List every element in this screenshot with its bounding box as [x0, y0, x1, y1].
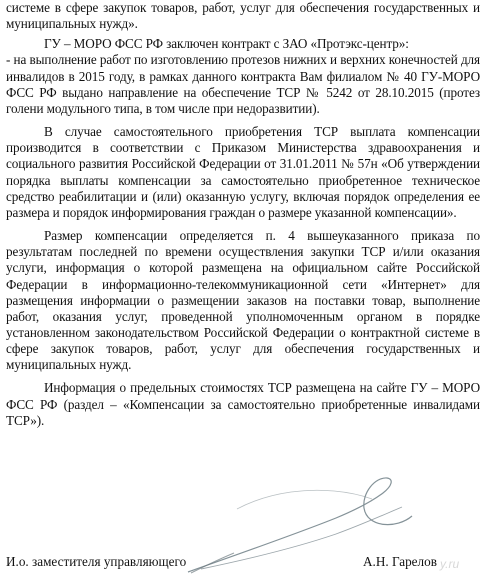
watermark-text: y.ru [440, 557, 460, 571]
paragraph-price-info: Информация о предельных стоимостях ТСР размещена на сайте ГУ – МОРО ФСС РФ (раздел – «Компенсации за самостоятельно приобретенные инвалидами ТСР»). [6, 380, 480, 428]
signature-name: А.Н. Гарелов [363, 554, 437, 569]
letter-body [6, 0, 480, 429]
paragraph-contract-details: - на выполнение работ по изготовлению протезов нижних и верхних конечностей для инвалидов в 2015 году, в рамках данного контракта Вам филиалом № 40 ГУ-МОРО ФСС РФ выдано направление на обеспечение ТСР № 5242 от 28.10.2015 (протез голени модульного типа, в том числе при недоразвитии). [6, 52, 480, 116]
signature-position: И.о. заместителя управляющего [6, 554, 187, 569]
paragraph-contract: ГУ – МОРО ФСС РФ заключен контракт с ЗАО «Протэкс-центр»: [44, 36, 409, 52]
paragraph-continuation: системе в сфере закупок товаров, работ, услуг для обеспечения государственных и муниципальных нужд». [6, 0, 480, 32]
paragraph-compensation-size: Размер компенсации определяется п. 4 вышеуказанного приказа по результатам последней по времени осуществления закупки ТСР и/или оказания услуги, информация о которой размещена на официальном сайте Российской Федерации в информационно-телекоммуникационной сети «Интернет» для размещения информации о размещении заказов на поставки товар, выполнение работ, оказания услуг, проведенной уполномоченным органом в порядке установленном законодательством Российской Федерации о контрактной системе в сфере закупок товаров, работ, услуг для обеспечения государственных и муниципальных нужд. [6, 228, 480, 373]
paragraph-compensation-order: В случае самостоятельного приобретения ТСР выплата компенсации производится в соответствии с Приказом Министерства здравоохранения и социального развития Российской Федерации от 31.01.2011 № 57н «Об утверждении порядка выплаты компенсации за самостоятельно приобретенное техническое средство реабилитации и (или) оказанную услугу, включая порядок определения ее размера и порядок информирования граждан о размере указанной компенсации». [6, 124, 480, 220]
